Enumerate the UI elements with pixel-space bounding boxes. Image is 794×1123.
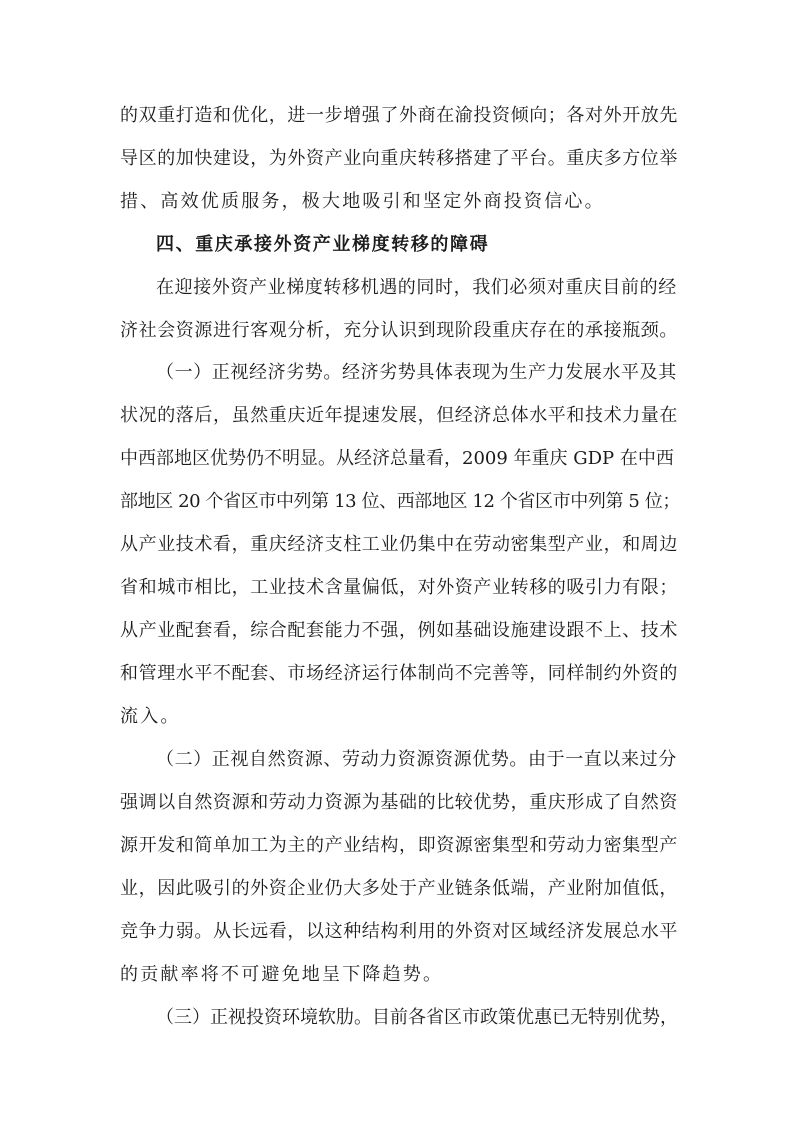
paragraph-line: 中西部地区优势仍不明显。从经济总量看，2009 年重庆 GDP 在中西 (120, 448, 674, 469)
paragraph-line: 省和城市相比，工业技术含量偏低，对外资产业转移的吸引力有限； (120, 577, 678, 598)
paragraph-line: 业，因此吸引的外资企业仍大多处于产业链条低端，产业附加值低， (120, 878, 678, 899)
paragraph-line: 强调以自然资源和劳动力资源为基础的比较优势，重庆形成了自然资 (120, 792, 678, 813)
section-heading: 四、重庆承接外资产业梯度转移的障碍 (156, 234, 490, 255)
paragraph-line: （二）正视自然资源、劳动力资源资源优势。由于一直以来过分 (156, 749, 677, 770)
paragraph-line: 竞争力弱。从长远看，以这种结构利用的外资对区域经济发展总水平 (120, 921, 678, 942)
paragraph-line: 部地区 20 个省区市中列第 13 位、西部地区 12 个省区市中列第 5 位； (120, 491, 680, 512)
paragraph-line: 和管理水平不配套、市场经济运行体制尚不完善等，同样制约外资的 (120, 663, 678, 684)
paragraph-line: 在迎接外资产业梯度转移机遇的同时，我们必须对重庆目前的经 (156, 277, 677, 298)
paragraph-line: 流入。 (120, 706, 181, 727)
paragraph-line: 的贡献率将不可避免地呈下降趋势。 (120, 964, 444, 985)
paragraph-line: 状况的落后，虽然重庆近年提速发展，但经济总体水平和技术力量在 (120, 405, 678, 426)
paragraph-line: 措、高效优质服务，极大地吸引和坚定外商投资信心。 (120, 191, 605, 212)
paragraph-line: 济社会资源进行客观分析，充分认识到现阶段重庆存在的承接瓶颈。 (120, 320, 678, 341)
paragraph-line: 导区的加快建设，为外资产业向重庆转移搭建了平台。重庆多方位举 (120, 148, 678, 169)
paragraph-line: （一）正视经济劣势。经济劣势具体表现为生产力发展水平及其 (156, 362, 677, 383)
paragraph-line: 的双重打造和优化，进一步增强了外商在渝投资倾向；各对外开放先 (120, 105, 678, 126)
paragraph-line: 从产业配套看，综合配套能力不强，例如基础设施建设跟不上、技术 (120, 620, 678, 641)
paragraph-line: 源开发和简单加工为主的产业结构，即资源密集型和劳动力密集型产 (120, 835, 678, 856)
paragraph-line: （三）正视投资环境软肋。目前各省区市政策优惠已无特别优势， (156, 1007, 678, 1028)
paragraph-line: 从产业技术看，重庆经济支柱工业仍集中在劳动密集型产业，和周边 (120, 534, 678, 555)
